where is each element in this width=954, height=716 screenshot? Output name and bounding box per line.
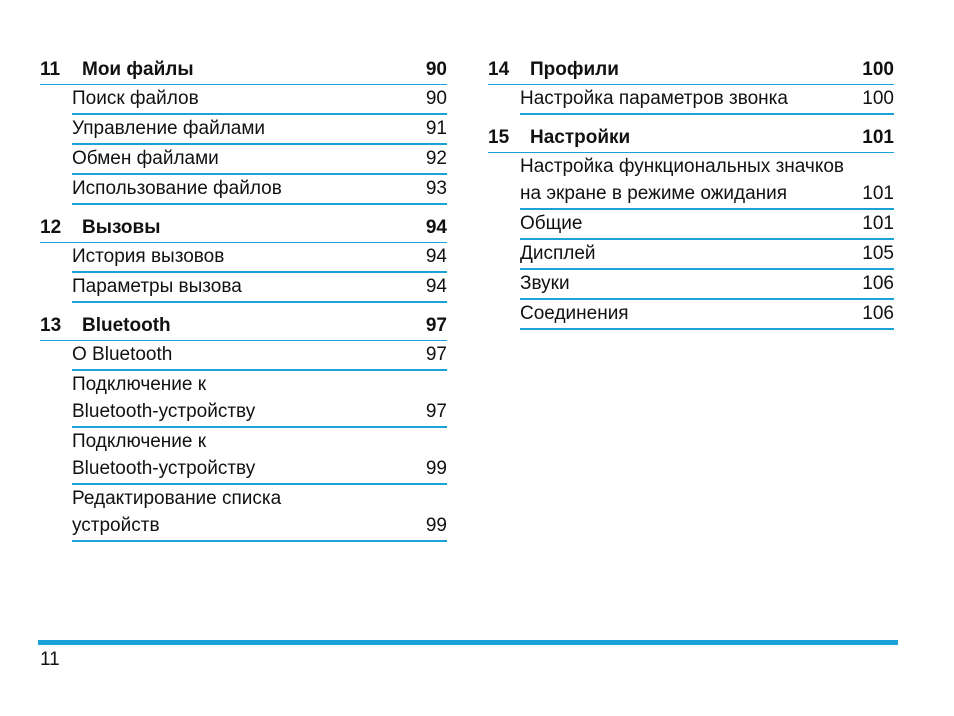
section-page: 100	[862, 59, 894, 80]
entry-title-line: Настройка функциональных значков	[520, 156, 845, 177]
entry-page: 92	[425, 148, 447, 169]
entry-title	[520, 240, 854, 267]
entry-title-line: Звуки	[520, 273, 570, 294]
entry-page: 105	[862, 243, 894, 264]
toc-entry[interactable]	[72, 428, 447, 485]
section-number: 11	[40, 59, 61, 80]
section-heading[interactable]	[40, 312, 447, 341]
entry-page: 94	[425, 246, 447, 267]
entry-title	[72, 115, 418, 142]
section-page: 97	[425, 315, 447, 336]
entry-title-line: О Bluetooth	[72, 344, 173, 365]
section-title: Вызовы	[82, 217, 161, 238]
toc-entry[interactable]	[72, 371, 447, 428]
entry-page: 106	[862, 303, 894, 324]
section-heading[interactable]	[40, 56, 447, 85]
entry-title	[520, 85, 854, 112]
toc-entry[interactable]	[520, 300, 894, 330]
toc-entry[interactable]	[72, 273, 447, 303]
entry-title	[520, 300, 854, 327]
entry-title-line: Подключение к	[72, 374, 207, 395]
entry-title	[72, 175, 418, 202]
entry-title	[72, 371, 418, 425]
entry-page: 93	[425, 178, 447, 199]
entry-title	[72, 485, 418, 539]
entry-page: 99	[425, 458, 447, 479]
toc-entry[interactable]	[520, 210, 894, 240]
toc-entry[interactable]	[520, 270, 894, 300]
entry-page: 90	[425, 88, 447, 109]
section-title: Bluetooth	[82, 315, 171, 336]
toc-entry[interactable]	[72, 115, 447, 145]
toc-left-column	[40, 56, 447, 551]
entry-page: 97	[425, 344, 447, 365]
toc-section	[40, 56, 447, 205]
section-items	[520, 153, 894, 330]
section-page: 94	[425, 217, 447, 238]
toc-right-column	[488, 56, 894, 339]
toc-entry[interactable]	[72, 85, 447, 115]
entry-page: 94	[425, 276, 447, 297]
entry-title-line: Параметры вызова	[72, 276, 242, 297]
toc-entry[interactable]	[72, 175, 447, 205]
toc-entry[interactable]	[520, 153, 894, 210]
toc-entry[interactable]	[72, 243, 447, 273]
entry-title-line: Bluetooth-устройству	[72, 401, 256, 422]
toc-section	[40, 312, 447, 542]
section-title: Настройки	[530, 127, 631, 148]
entry-page: 91	[425, 118, 447, 139]
section-page: 90	[425, 59, 447, 80]
entry-title-line: Поиск файлов	[72, 88, 199, 109]
toc-entry[interactable]	[520, 85, 894, 115]
entry-title	[72, 273, 418, 300]
entry-title-line: Bluetooth-устройству	[72, 458, 256, 479]
toc-entry[interactable]	[72, 341, 447, 371]
entry-title-line: Использование файлов	[72, 178, 282, 199]
section-number: 12	[40, 217, 62, 238]
section-items	[72, 341, 447, 542]
section-number: 15	[488, 127, 510, 148]
toc-section	[40, 214, 447, 303]
entry-title-line: Управление файлами	[72, 118, 266, 139]
section-items	[520, 85, 894, 115]
section-heading[interactable]	[488, 56, 894, 85]
toc-entry[interactable]	[520, 240, 894, 270]
section-title: Мои файлы	[82, 59, 194, 80]
entry-page: 101	[862, 213, 894, 234]
entry-title-line: Соединения	[520, 303, 629, 324]
entry-title-line: Подключение к	[72, 431, 207, 452]
entry-page: 106	[862, 273, 894, 294]
section-number: 14	[488, 59, 510, 80]
entry-title-line: Общие	[520, 213, 583, 234]
footer-rule	[38, 640, 898, 645]
entry-page: 97	[425, 401, 447, 422]
section-heading[interactable]	[488, 124, 894, 153]
entry-title-line: История вызовов	[72, 246, 225, 267]
entry-title	[72, 428, 418, 482]
entry-title	[72, 85, 418, 112]
entry-title-line: Дисплей	[520, 243, 596, 264]
entry-title-line: Обмен файлами	[72, 148, 219, 169]
toc-entry[interactable]	[72, 145, 447, 175]
section-title: Профили	[530, 59, 619, 80]
entry-title-line: Редактирование списка	[72, 488, 282, 509]
entry-title-line: на экране в режиме ожидания	[520, 183, 788, 204]
page-number: 11	[40, 649, 60, 670]
entry-title	[520, 210, 854, 237]
toc-section	[488, 56, 894, 115]
section-items	[72, 85, 447, 205]
section-page: 101	[862, 127, 894, 148]
entry-title-line: Настройка параметров звонка	[520, 88, 788, 109]
section-items	[72, 243, 447, 303]
toc-entry[interactable]	[72, 485, 447, 542]
entry-title	[72, 243, 418, 270]
entry-title-line: устройств	[72, 515, 160, 536]
entry-title	[520, 270, 854, 297]
section-heading[interactable]	[40, 214, 447, 243]
entry-page: 100	[862, 88, 894, 109]
section-number: 13	[40, 315, 62, 336]
entry-title	[520, 153, 854, 207]
entry-page: 101	[862, 183, 894, 204]
entry-title	[72, 145, 418, 172]
entry-title	[72, 341, 418, 368]
toc-section	[488, 124, 894, 330]
entry-page: 99	[425, 515, 447, 536]
